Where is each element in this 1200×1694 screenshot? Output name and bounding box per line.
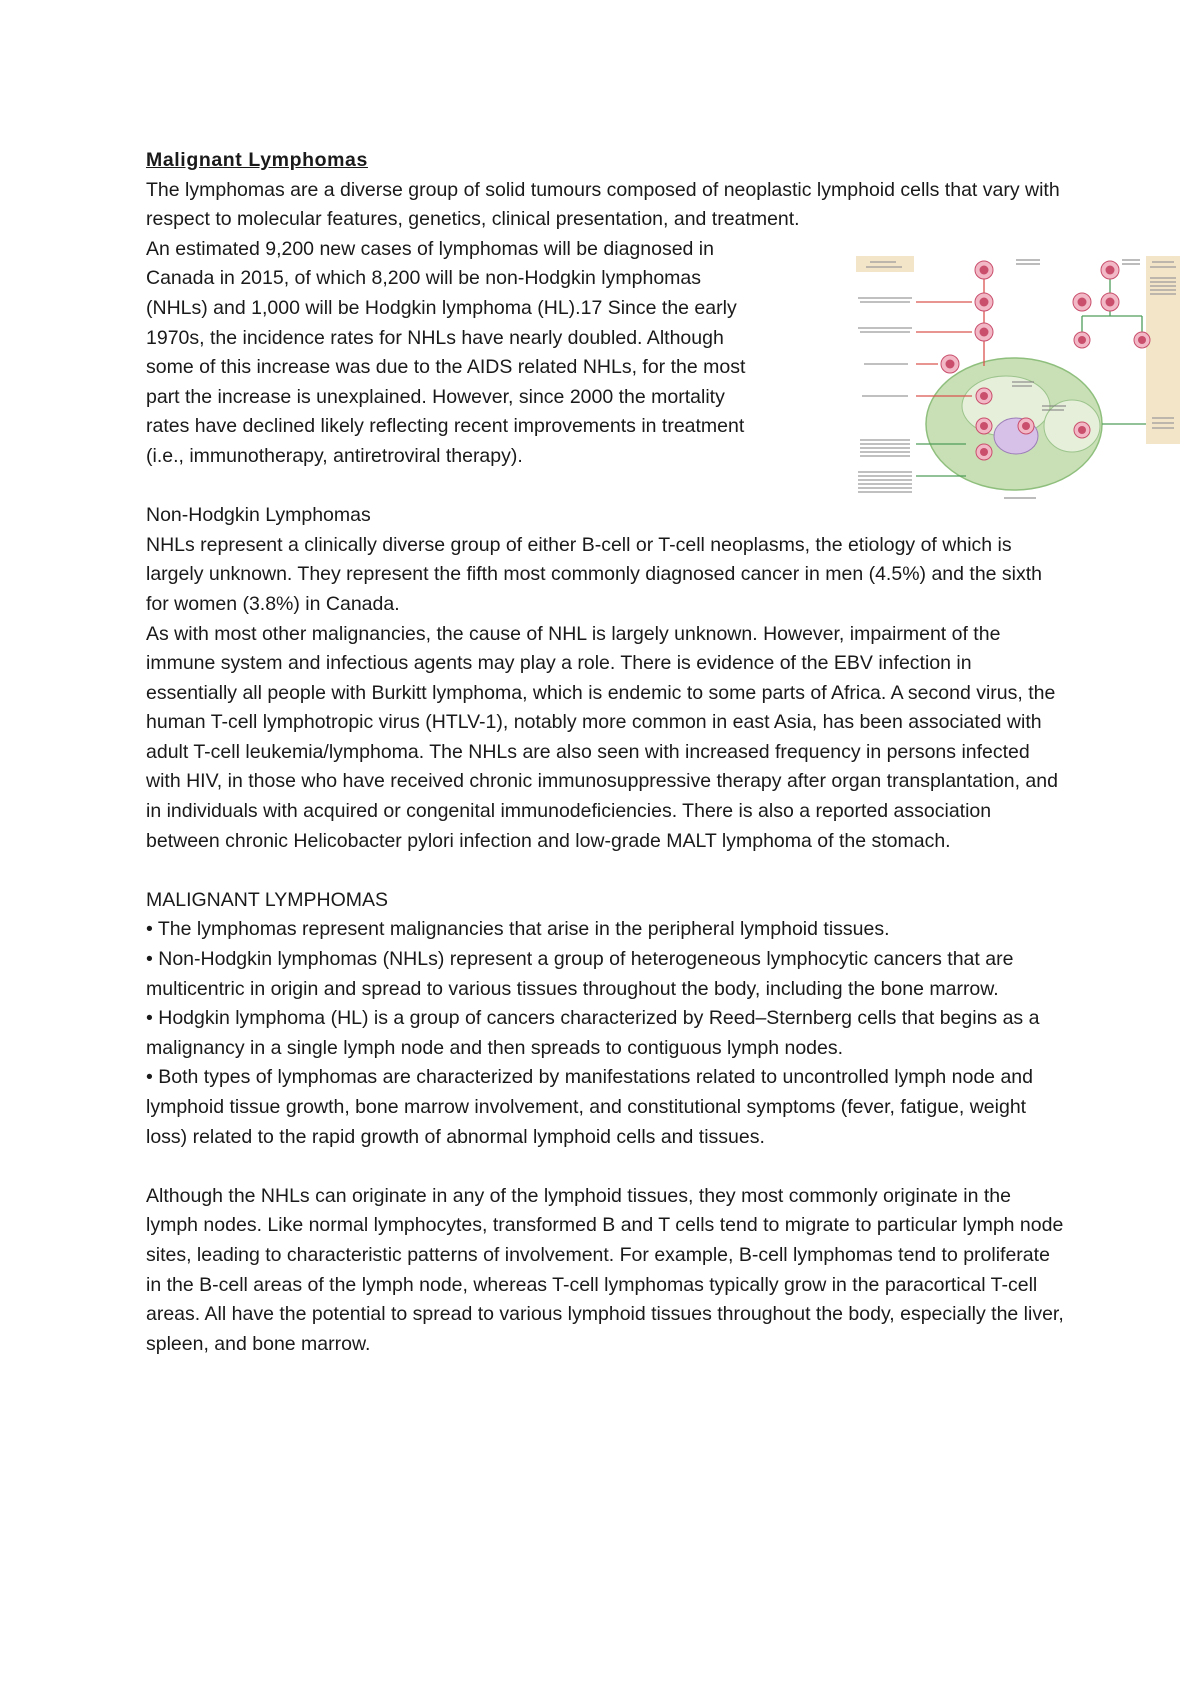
intro-line: part the increase is unexplained. However, since 2000 the mortality (146, 385, 725, 408)
legend-box (1146, 256, 1180, 444)
nhl-paragraph-1: NHLs represent a clinically diverse group of either B-cell or T-cell neoplasms, the etiology of which is largely unknown. They represent the fifth most commonly diagnosed cancer in men (4.5%) and the sixth for women (3.8%) in Canada. (146, 533, 1043, 615)
summary-heading: MALIGNANT LYMPHOMAS (146, 888, 388, 911)
summary-bullet: • Both types of lymphomas are characterized by manifestations related to uncontrolled lymph node and lymphoid tissue growth, bone marrow involvement, and constitutional symptoms (fever, fatigue, weight loss) related to the rapid growth of abnormal lymphoid cells and tissues. (146, 1066, 1033, 1148)
closing-paragraph: Although the NHLs can originate in any of the lymphoid tissues, they most commonly originate in the lymph nodes. Like normal lymphocytes, transformed B and T cells tend to migrate to particular lymph node sites, leading to characteristic patterns of involvement. For example, B-cell lymphomas tend to proliferate in the B-cell areas of the lymph node, whereas T-cell lymphomas typically grow in the paracortical T-cell areas. All have the potential to spread to various lymphoid tissues throughout the body, especially the liver, spleen, and bone marrow. (146, 1184, 1064, 1355)
summary-bullet: • Hodgkin lymphoma (HL) is a group of cancers characterized by Reed–Sternberg cells that begins as a malignancy in a single lymph node and then spreads to contiguous lymph nodes. (146, 1007, 1040, 1059)
lymphoid-cell-differentiation-diagram-icon (856, 256, 1180, 508)
nhl-paragraph-2: As with most other malignancies, the cause of NHL is largely unknown. However, impairment of the immune system and infectious agents may play a role. There is evidence of the EBV infection in essentially all people with Burkitt lymphoma, which is endemic to some parts of Africa. A second virus, the human T-cell lymphotropic virus (HTLV-1), notably more common in east Asia, has been associated with adult T-cell leukemia/lymphoma. The NHLs are also seen with increased frequency in persons infected with HIV, in those who have received chronic immunosuppressive therapy after organ transplantation, and in individuals with acquired or congenital immunodeficiencies. There is also a reported association between chronic Helicobacter pylori infection and low-grade MALT lymphoma of the stomach. (146, 622, 1058, 852)
paracortex-icon (1044, 400, 1100, 452)
intro-line: An estimated 9,200 new cases of lymphomas will be diagnosed in (146, 237, 714, 260)
legend-box (856, 256, 914, 272)
document-title: Malignant Lymphomas (146, 149, 368, 171)
summary-bullet: • The lymphomas represent malignancies that arise in the peripheral lymphoid tissues. (146, 918, 890, 941)
intro-line: some of this increase was due to the AIDS related NHLs, for the most (146, 356, 746, 379)
intro-continued (146, 235, 846, 472)
spacer (146, 1152, 1066, 1182)
intro-line: (i.e., immunotherapy, antiretroviral therapy). (146, 444, 523, 467)
intro-line: 1970s, the incidence rates for NHLs have nearly doubled. Although (146, 326, 724, 349)
intro-line: (NHLs) and 1,000 will be Hodgkin lymphoma (HL).17 Since the early (146, 296, 737, 319)
intro-line: Canada in 2015, of which 8,200 will be non-Hodgkin lymphomas (146, 267, 701, 290)
spacer (146, 856, 1066, 886)
legend-text-strokes (858, 262, 912, 492)
intro-line: rates have declined likely reflecting recent improvements in treatment (146, 415, 745, 438)
intro-paragraph: The lymphomas are a diverse group of solid tumours composed of neoplastic lymphoid cells that vary with respect to molecular features, genetics, clinical presentation, and treatment. (146, 178, 1060, 231)
nhl-heading: Non-Hodgkin Lymphomas (146, 504, 371, 527)
summary-bullet: • Non-Hodgkin lymphomas (NHLs) represent a group of heterogeneous lymphocytic cancers that are multicentric in origin and spread to various tissues throughout the body, including the bone marrow. (146, 948, 1014, 1000)
